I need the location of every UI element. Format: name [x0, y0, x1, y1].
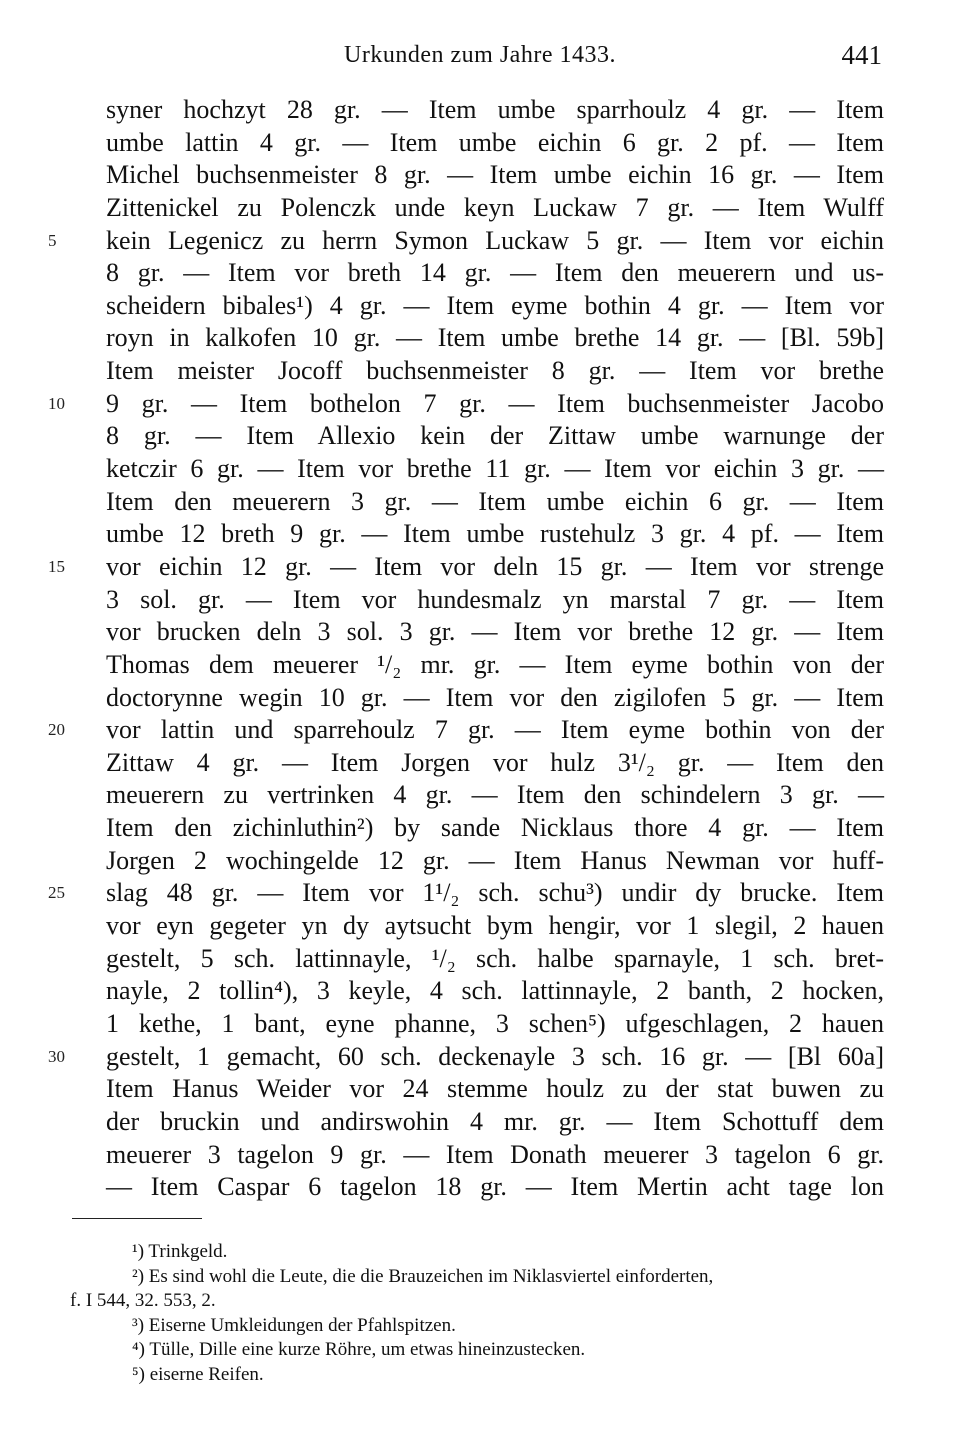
line-text: umbe lattin 4 gr. — Item umbe eichin 6 gr. 2 pf. — Item: [106, 127, 884, 157]
text-line: [106, 1106, 884, 1139]
text-line: [106, 779, 884, 812]
line-text: vor eichin 12 gr. — Item vor deln 15 gr. — Item vor strenge: [106, 551, 884, 581]
line-number: 20: [48, 720, 65, 740]
text-line: [106, 1139, 884, 1172]
line-number: 25: [48, 883, 65, 903]
line-number: 10: [48, 393, 65, 413]
text-line: [106, 1008, 884, 1041]
text-line: [106, 584, 884, 617]
line-text: kein Legenicz zu herrn Symon Luckaw 5 gr. — Item vor eichin: [106, 225, 884, 255]
line-text: ketczir 6 gr. — Item vor brethe 11 gr. — Item vor eichin 3 gr. —: [106, 454, 884, 484]
text-line: [106, 355, 884, 388]
line-text: gestelt, 1 gemacht, 60 sch. deckenayle 3 sch. 16 gr. — [Bl 60a]: [106, 1041, 884, 1071]
page-number: 441: [841, 40, 882, 70]
text-line: [106, 845, 884, 878]
text-line: [106, 649, 884, 682]
body-text: [48, 94, 884, 1204]
text-line: [106, 159, 884, 192]
text-line: [106, 486, 884, 519]
line-text: Michel buchsenmeister 8 gr. — Item umbe eichin 16 gr. — Item: [106, 160, 884, 190]
text-line: [48, 877, 884, 910]
text-line: [106, 453, 884, 486]
text-line: [106, 127, 884, 160]
line-number: 5: [48, 230, 57, 250]
line-text: Item den zichinluthin²) by sande Nicklaus thore 4 gr. — Item: [106, 813, 884, 843]
line-text: 3 sol. gr. — Item vor hundesmalz yn marstal 7 gr. — Item: [106, 584, 884, 614]
line-text: royn in kalkofen 10 gr. — Item umbe brethe 14 gr. — [Bl. 59b]: [106, 323, 884, 353]
line-text: umbe 12 breth 9 gr. — Item umbe rustehulz 3 gr. 4 pf. — Item: [106, 519, 884, 549]
line-text: slag 48 gr. — Item vor 1¹/₂ sch. schu³) undir dy brucke. Item: [106, 878, 884, 908]
line-text: Item den meuerern 3 gr. — Item umbe eichin 6 gr. — Item: [106, 486, 884, 516]
running-title: Urkunden zum Jahre 1433.: [344, 42, 616, 68]
text-line: [106, 518, 884, 551]
text-line: [106, 682, 884, 715]
text-line: [48, 388, 884, 421]
line-text: doctorynne wegin 10 gr. — Item vor den zigilofen 5 gr. — Item: [106, 682, 884, 712]
text-line: [106, 616, 884, 649]
line-text: Item meister Jocoff buchsenmeister 8 gr. — Item vor brethe: [106, 356, 884, 386]
text-line: [106, 943, 884, 976]
line-text: Thomas dem meuerer ¹/₂ mr. gr. — Item eyme bothin von der: [106, 649, 884, 679]
line-text: Item Hanus Weider vor 24 stemme houlz zu der stat buwen zu: [106, 1074, 884, 1104]
line-text: syner hochzyt 28 gr. — Item umbe sparrhoulz 4 gr. — Item: [106, 95, 884, 124]
line-text: 8 gr. — Item Allexio kein der Zittaw umbe warnunge der: [106, 421, 884, 451]
line-text: der bruckin und andirswohin 4 mr. gr. — Item Schottuff dem: [106, 1106, 884, 1136]
footnote: ³) Eiserne Umkleidungen der Pfahlspitzen.: [132, 1314, 456, 1336]
footnote: ⁵) eiserne Reifen.: [132, 1363, 264, 1385]
text-line: [48, 1041, 884, 1074]
line-text: vor eyn gegeter yn dy aytsucht bym hengir, vor 1 slegil, 2 hauen: [106, 911, 884, 941]
text-line: [106, 910, 884, 943]
footnotes: [70, 1240, 900, 1387]
footnote: f. I 544, 32. 553, 2.: [70, 1290, 216, 1311]
text-line: [48, 225, 884, 258]
footnote-rule: [72, 1218, 202, 1219]
text-line: [106, 812, 884, 845]
footnote: ¹) Trinkgeld.: [132, 1241, 228, 1262]
footnote: ²) Es sind wohl die Leute, die die Brauzeichen im Niklasviertel einforderten,: [132, 1265, 714, 1287]
text-line: [106, 747, 884, 780]
line-text: meuerer 3 tagelon 9 gr. — Item Donath meuerer 3 tagelon 6 gr.: [106, 1139, 884, 1169]
line-text: Zittenickel zu Polenczk unde keyn Luckaw 7 gr. — Item Wulff: [106, 192, 884, 222]
text-line: [106, 192, 884, 225]
text-line: [48, 551, 884, 584]
line-text: gestelt, 5 sch. lattinnayle, ¹/₂ sch. halbe sparnayle, 1 sch. bret-: [106, 943, 884, 973]
line-text: nayle, 2 tollin⁴), 3 keyle, 4 sch. lattinnayle, 2 banth, 2 hocken,: [106, 976, 884, 1006]
line-text: meuerern zu vertrinken 4 gr. — Item den schindelern 3 gr. —: [106, 780, 884, 810]
running-head: [0, 40, 960, 80]
line-number: 30: [48, 1046, 65, 1066]
footnote: ⁴) Tülle, Dille eine kurze Röhre, um etwas hineinzustecken.: [132, 1339, 586, 1360]
line-text: 8 gr. — Item vor breth 14 gr. — Item den meuerern und us-: [106, 258, 884, 288]
line-text: scheidern bibales¹) 4 gr. — Item eyme bothin 4 gr. — Item vor: [106, 290, 884, 320]
line-text: vor brucken deln 3 sol. 3 gr. — Item vor brethe 12 gr. — Item: [106, 617, 884, 647]
line-text: Jorgen 2 wochingelde 12 gr. — Item Hanus Newman vor huff-: [106, 845, 884, 875]
text-line: [106, 420, 884, 453]
text-line: [106, 322, 884, 355]
line-text: 9 gr. — Item bothelon 7 gr. — Item buchsenmeister Jacobo: [106, 388, 884, 418]
text-line: [106, 257, 884, 290]
text-line: [106, 290, 884, 323]
line-number: 15: [48, 556, 65, 576]
line-text: vor lattin und sparrehoulz 7 gr. — Item eyme bothin von der: [106, 715, 884, 745]
text-line: [106, 1073, 884, 1106]
text-line: [106, 94, 884, 127]
text-line: [106, 975, 884, 1008]
line-text: 1 kethe, 1 bant, eyne phanne, 3 schen⁵) ufgeschlagen, 2 hauen: [106, 1008, 884, 1038]
line-text: — Item Caspar 6 tagelon 18 gr. — Item Mertin acht tage lon: [106, 1172, 884, 1202]
line-text: Zittaw 4 gr. — Item Jorgen vor hulz 3¹/₂ gr. — Item den: [106, 747, 884, 777]
text-line: [48, 714, 884, 747]
text-line: [106, 1171, 884, 1204]
